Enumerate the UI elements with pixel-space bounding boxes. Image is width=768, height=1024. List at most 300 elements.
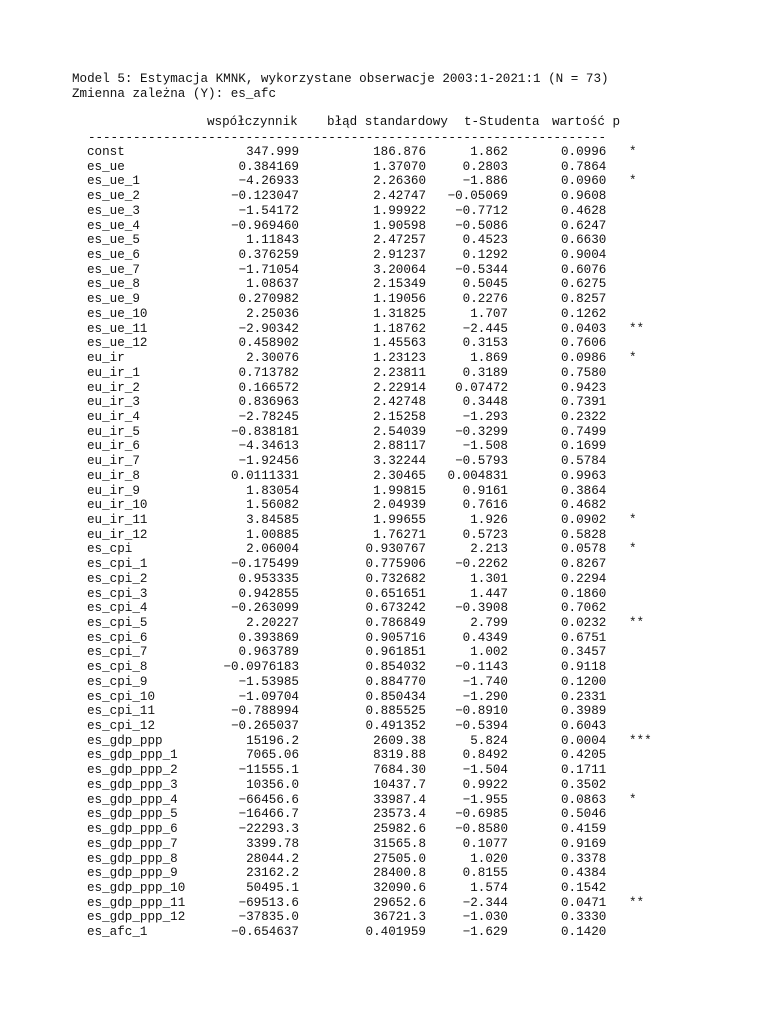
table-row <box>0 837 768 852</box>
std-error-value: 0.961851 <box>365 645 426 660</box>
std-error-value: 7684.30 <box>373 763 426 778</box>
std-error-value: 0.491352 <box>365 719 426 734</box>
p-value: 0.0863 <box>561 792 607 807</box>
variable-name: es_gdp_ppp_11 <box>87 895 186 910</box>
t-stat-value: 1.707 <box>470 306 508 321</box>
std-error-value: 2.42748 <box>373 395 426 410</box>
std-error-value: 1.99815 <box>373 483 426 498</box>
std-error-value: 2.22914 <box>373 380 426 395</box>
t-stat-value: −0.5394 <box>455 719 508 734</box>
table-row <box>0 690 768 705</box>
variable-name: es_gdp_ppp_12 <box>87 910 186 925</box>
t-stat-value: −1.508 <box>462 439 508 454</box>
std-error-value: 2.30465 <box>373 468 426 483</box>
variable-name: es_ue_10 <box>87 306 148 321</box>
std-error-value: 1.18762 <box>373 321 426 336</box>
t-stat-value: −0.7712 <box>455 203 508 218</box>
std-error-value: 0.884770 <box>365 674 426 689</box>
table-row <box>0 528 768 543</box>
coefficient-value: 0.166572 <box>238 380 299 395</box>
std-error-value: 32090.6 <box>373 880 426 895</box>
p-value: 0.4628 <box>561 203 607 218</box>
t-stat-value: 0.3448 <box>462 395 508 410</box>
variable-name: es_ue_7 <box>87 262 140 277</box>
coefficient-value: −16466.7 <box>238 807 299 822</box>
coefficient-value: 0.836963 <box>238 395 299 410</box>
coefficient-value: 0.713782 <box>238 365 299 380</box>
t-stat-value: 1.002 <box>470 645 508 660</box>
t-stat-value: −1.293 <box>462 409 508 424</box>
t-stat-value: 1.862 <box>470 145 508 159</box>
std-error-value: 33987.4 <box>373 792 426 807</box>
variable-name: es_cpi_6 <box>87 630 148 645</box>
p-value: 0.5784 <box>561 454 607 469</box>
table-row <box>0 631 768 646</box>
p-value: 0.0902 <box>561 512 607 527</box>
variable-name: es_ue_3 <box>87 203 140 218</box>
table-row <box>0 572 768 587</box>
p-value: 0.9004 <box>561 248 607 263</box>
std-error-value: 0.786849 <box>365 616 426 630</box>
p-value: 0.1711 <box>561 763 607 778</box>
variable-name: es_cpi_7 <box>87 645 148 660</box>
std-error-value: 2.88117 <box>373 439 426 454</box>
coefficient-value: −1.53985 <box>238 674 299 689</box>
std-error-value: 3.20064 <box>373 262 426 277</box>
p-value: 0.3330 <box>561 910 607 925</box>
std-error-value: 8319.88 <box>373 748 426 763</box>
coefficient-value: −69513.6 <box>238 895 299 910</box>
std-error-value: 27505.0 <box>373 851 426 866</box>
coefficient-value: −0.969460 <box>230 218 299 233</box>
variable-name: es_cpi_4 <box>87 601 148 616</box>
variable-name: es_cpi_11 <box>87 704 156 719</box>
coefficient-value: −1.09704 <box>238 689 299 704</box>
variable-name: es_cpi_10 <box>87 689 156 704</box>
table-row <box>0 734 768 749</box>
coefficient-value: 23162.2 <box>246 866 299 881</box>
coefficient-value: 1.83054 <box>246 483 299 498</box>
significance-stars: ** <box>629 321 645 336</box>
coefficient-value: 0.942855 <box>238 586 299 601</box>
table-row <box>0 822 768 837</box>
p-value: 0.7580 <box>561 365 607 380</box>
coefficient-value: 0.953335 <box>238 571 299 586</box>
table-row <box>0 204 768 219</box>
variable-name: es_cpi_2 <box>87 571 148 586</box>
coefficient-value: −0.788994 <box>230 704 299 719</box>
coefficient-value: −0.838181 <box>230 424 299 439</box>
table-row <box>0 174 768 189</box>
t-stat-value: 0.8155 <box>462 866 508 881</box>
coefficient-value: 15196.2 <box>246 733 299 748</box>
coefficient-value: 0.963789 <box>238 645 299 660</box>
variable-name: es_gdp_ppp_7 <box>87 836 178 851</box>
variable-name: es_gdp_ppp_8 <box>87 851 178 866</box>
coefficient-value: 0.393869 <box>238 630 299 645</box>
std-error-value: 1.37070 <box>373 159 426 174</box>
coefficient-table <box>0 145 768 940</box>
table-row <box>0 189 768 204</box>
t-stat-value: 0.2276 <box>462 292 508 307</box>
t-stat-value: −0.2262 <box>455 557 508 572</box>
significance-stars: ** <box>629 616 645 630</box>
coefficient-value: 2.25036 <box>246 306 299 321</box>
p-value: 0.1860 <box>561 586 607 601</box>
table-row <box>0 616 768 631</box>
t-stat-value: −1.886 <box>462 174 508 189</box>
t-stat-value: −1.740 <box>462 674 508 689</box>
std-error-value: 2.23811 <box>373 365 426 380</box>
variable-name: es_gdp_ppp_6 <box>87 822 178 837</box>
significance-stars: * <box>629 792 637 807</box>
variable-name: es_ue_2 <box>87 189 140 204</box>
std-error-value: 23573.4 <box>373 807 426 822</box>
p-value: 0.3502 <box>561 777 607 792</box>
t-stat-value: −0.05069 <box>447 189 508 204</box>
p-value: 0.7499 <box>561 424 607 439</box>
t-stat-value: 0.8492 <box>462 748 508 763</box>
std-error-value: 0.401959 <box>365 925 426 940</box>
variable-name: eu_ir <box>87 351 125 366</box>
std-error-value: 0.673242 <box>365 601 426 616</box>
t-stat-value: −1.629 <box>462 925 508 940</box>
variable-name: eu_ir_5 <box>87 424 140 439</box>
t-stat-value: 0.5045 <box>462 277 508 292</box>
p-value: 0.0986 <box>561 351 607 366</box>
coefficient-value: 0.376259 <box>238 248 299 263</box>
p-value: 0.4384 <box>561 866 607 881</box>
std-error-value: 1.99922 <box>373 203 426 218</box>
t-stat-value: −0.1143 <box>455 660 508 675</box>
table-row <box>0 381 768 396</box>
significance-stars: * <box>629 145 637 159</box>
t-stat-value: 1.574 <box>470 880 508 895</box>
variable-name: es_gdp_ppp_9 <box>87 866 178 881</box>
p-value: 0.0403 <box>561 321 607 336</box>
table-row <box>0 587 768 602</box>
table-row <box>0 233 768 248</box>
coefficient-value: 50495.1 <box>246 880 299 895</box>
coefficient-value: 0.270982 <box>238 292 299 307</box>
t-stat-value: −0.8910 <box>455 704 508 719</box>
variable-name: es_cpi_12 <box>87 719 156 734</box>
p-value: 0.3457 <box>561 645 607 660</box>
table-row <box>0 484 768 499</box>
table-row <box>0 866 768 881</box>
p-value: 0.9963 <box>561 468 607 483</box>
p-value: 0.8267 <box>561 557 607 572</box>
p-value: 0.4205 <box>561 748 607 763</box>
p-value: 0.7062 <box>561 601 607 616</box>
t-stat-value: −0.3299 <box>455 424 508 439</box>
table-row <box>0 645 768 660</box>
coefficient-value: −66456.6 <box>238 792 299 807</box>
std-error-value: 2609.38 <box>373 733 426 748</box>
p-value: 0.4159 <box>561 822 607 837</box>
std-error-value: 3.32244 <box>373 454 426 469</box>
std-error-value: 186.876 <box>373 145 426 159</box>
p-value: 0.7864 <box>561 159 607 174</box>
table-row <box>0 778 768 793</box>
table-row <box>0 439 768 454</box>
p-value: 0.0004 <box>561 733 607 748</box>
p-value: 0.9169 <box>561 836 607 851</box>
variable-name: es_ue_4 <box>87 218 140 233</box>
std-error-value: 36721.3 <box>373 910 426 925</box>
table-row <box>0 601 768 616</box>
variable-name: es_gdp_ppp_5 <box>87 807 178 822</box>
t-stat-value: −0.3908 <box>455 601 508 616</box>
p-value: 0.0960 <box>561 174 607 189</box>
t-stat-value: −0.5086 <box>455 218 508 233</box>
coefficient-value: 0.458902 <box>238 336 299 351</box>
table-row <box>0 704 768 719</box>
variable-name: eu_ir_7 <box>87 454 140 469</box>
significance-stars: ** <box>629 895 645 910</box>
p-value: 0.2294 <box>561 571 607 586</box>
variable-name: es_ue_5 <box>87 233 140 248</box>
coefficient-value: −0.123047 <box>230 189 299 204</box>
t-stat-value: 1.447 <box>470 586 508 601</box>
p-value: 0.1200 <box>561 674 607 689</box>
table-row <box>0 160 768 175</box>
p-value: 0.6076 <box>561 262 607 277</box>
column-header-coefficient: współczynnik <box>207 115 298 129</box>
coefficient-value: −2.78245 <box>238 409 299 424</box>
t-stat-value: 1.301 <box>470 571 508 586</box>
coefficient-value: 10356.0 <box>246 777 299 792</box>
table-row <box>0 336 768 351</box>
variable-name: eu_ir_10 <box>87 498 148 513</box>
model-title: Model 5: Estymacja KMNK, wykorzystane obserwacje 2003:1-2021:1 (N = 73) <box>72 72 609 86</box>
p-value: 0.1420 <box>561 925 607 940</box>
t-stat-value: −0.5793 <box>455 454 508 469</box>
p-value: 0.3378 <box>561 851 607 866</box>
p-value: 0.2331 <box>561 689 607 704</box>
variable-name: es_gdp_ppp_3 <box>87 777 178 792</box>
p-value: 0.0232 <box>561 616 607 630</box>
coefficient-value: −0.0976183 <box>223 660 299 675</box>
table-row <box>0 263 768 278</box>
t-stat-value: 0.07472 <box>455 380 508 395</box>
table-row <box>0 366 768 381</box>
t-stat-value: −1.504 <box>462 763 508 778</box>
std-error-value: 10437.7 <box>373 777 426 792</box>
variable-name: es_gdp_ppp_4 <box>87 792 178 807</box>
std-error-value: 2.54039 <box>373 424 426 439</box>
variable-name: es_cpi_5 <box>87 616 148 630</box>
coefficient-value: −37835.0 <box>238 910 299 925</box>
significance-stars: * <box>629 542 637 557</box>
coefficient-value: −22293.3 <box>238 822 299 837</box>
table-row <box>0 351 768 366</box>
table-row <box>0 793 768 808</box>
table-row <box>0 542 768 557</box>
coefficient-value: 2.30076 <box>246 351 299 366</box>
p-value: 0.1262 <box>561 306 607 321</box>
dependent-variable: Zmienna zależna (Y): es_afc <box>72 87 277 101</box>
p-value: 0.7391 <box>561 395 607 410</box>
significance-stars: * <box>629 512 637 527</box>
coefficient-value: −1.54172 <box>238 203 299 218</box>
column-header-t-stat: t-Studenta <box>464 115 540 129</box>
std-error-value: 0.732682 <box>365 571 426 586</box>
std-error-value: 0.854032 <box>365 660 426 675</box>
t-stat-value: 0.4523 <box>462 233 508 248</box>
t-stat-value: 1.926 <box>470 512 508 527</box>
t-stat-value: 1.869 <box>470 351 508 366</box>
t-stat-value: −0.8580 <box>455 822 508 837</box>
coefficient-value: 3.84585 <box>246 512 299 527</box>
std-error-value: 28400.8 <box>373 866 426 881</box>
table-row <box>0 852 768 867</box>
variable-name: eu_ir_11 <box>87 512 148 527</box>
variable-name: es_cpi_1 <box>87 557 148 572</box>
t-stat-value: −1.030 <box>462 910 508 925</box>
std-error-value: 1.90598 <box>373 218 426 233</box>
coefficient-value: 2.06004 <box>246 542 299 557</box>
coefficient-value: −0.175499 <box>230 557 299 572</box>
variable-name: eu_ir_9 <box>87 483 140 498</box>
variable-name: es_ue <box>87 159 125 174</box>
variable-name: eu_ir_2 <box>87 380 140 395</box>
p-value: 0.0996 <box>561 145 607 159</box>
t-stat-value: −2.344 <box>462 895 508 910</box>
t-stat-value: 5.824 <box>470 733 508 748</box>
table-row <box>0 145 768 160</box>
p-value: 0.1542 <box>561 880 607 895</box>
significance-stars: *** <box>629 733 652 748</box>
coefficient-value: 0.384169 <box>238 159 299 174</box>
variable-name: es_ue_8 <box>87 277 140 292</box>
t-stat-value: 0.1077 <box>462 836 508 851</box>
std-error-value: 25982.6 <box>373 822 426 837</box>
std-error-value: 1.99655 <box>373 512 426 527</box>
table-row <box>0 513 768 528</box>
table-row <box>0 454 768 469</box>
std-error-value: 2.15258 <box>373 409 426 424</box>
std-error-value: 0.930767 <box>365 542 426 557</box>
table-row <box>0 763 768 778</box>
t-stat-value: −1.955 <box>462 792 508 807</box>
variable-name: es_ue_12 <box>87 336 148 351</box>
variable-name: eu_ir_1 <box>87 365 140 380</box>
std-error-value: 29652.6 <box>373 895 426 910</box>
p-value: 0.1699 <box>561 439 607 454</box>
std-error-value: 1.23123 <box>373 351 426 366</box>
significance-stars: * <box>629 351 637 366</box>
variable-name: es_cpi_3 <box>87 586 148 601</box>
coefficient-value: −0.654637 <box>230 925 299 940</box>
table-separator: --------------------------------------------------------------------- <box>88 131 607 145</box>
std-error-value: 2.04939 <box>373 498 426 513</box>
table-row <box>0 675 768 690</box>
table-row <box>0 322 768 337</box>
variable-name: eu_ir_6 <box>87 439 140 454</box>
std-error-value: 1.31825 <box>373 306 426 321</box>
table-row <box>0 719 768 734</box>
std-error-value: 1.19056 <box>373 292 426 307</box>
p-value: 0.6247 <box>561 218 607 233</box>
p-value: 0.6751 <box>561 630 607 645</box>
variable-name: es_gdp_ppp_1 <box>87 748 178 763</box>
variable-name: es_cpi <box>87 542 133 557</box>
coefficient-value: 1.08637 <box>246 277 299 292</box>
t-stat-value: −1.290 <box>462 689 508 704</box>
p-value: 0.9608 <box>561 189 607 204</box>
t-stat-value: 0.4349 <box>462 630 508 645</box>
coefficient-value: 2.20227 <box>246 616 299 630</box>
p-value: 0.9118 <box>561 660 607 675</box>
p-value: 0.0578 <box>561 542 607 557</box>
p-value: 0.6275 <box>561 277 607 292</box>
column-header-std-error: błąd standardowy <box>327 115 448 129</box>
table-row <box>0 469 768 484</box>
table-row <box>0 292 768 307</box>
std-error-value: 1.45563 <box>373 336 426 351</box>
coefficient-value: −0.263099 <box>230 601 299 616</box>
p-value: 0.6630 <box>561 233 607 248</box>
t-stat-value: −0.5344 <box>455 262 508 277</box>
p-value: 0.2322 <box>561 409 607 424</box>
variable-name: es_gdp_ppp_10 <box>87 880 186 895</box>
coefficient-value: −0.265037 <box>230 719 299 734</box>
column-header-p-value: wartość p <box>552 115 621 129</box>
variable-name: es_gdp_ppp_2 <box>87 763 178 778</box>
coefficient-value: 347.999 <box>246 145 299 159</box>
table-row <box>0 896 768 911</box>
t-stat-value: −2.445 <box>462 321 508 336</box>
coefficient-value: 3399.78 <box>246 836 299 851</box>
std-error-value: 0.850434 <box>365 689 426 704</box>
p-value: 0.4682 <box>561 498 607 513</box>
variable-name: eu_ir_8 <box>87 468 140 483</box>
t-stat-value: 0.3153 <box>462 336 508 351</box>
std-error-value: 2.15349 <box>373 277 426 292</box>
t-stat-value: 0.7616 <box>462 498 508 513</box>
t-stat-value: 1.020 <box>470 851 508 866</box>
table-row <box>0 660 768 675</box>
t-stat-value: 0.1292 <box>462 248 508 263</box>
p-value: 0.5828 <box>561 527 607 542</box>
coefficient-value: 1.56082 <box>246 498 299 513</box>
table-row <box>0 807 768 822</box>
variable-name: eu_ir_12 <box>87 527 148 542</box>
variable-name: es_ue_9 <box>87 292 140 307</box>
std-error-value: 1.76271 <box>373 527 426 542</box>
variable-name: es_cpi_8 <box>87 660 148 675</box>
coefficient-value: 0.0111331 <box>230 468 299 483</box>
coefficient-value: −4.34613 <box>238 439 299 454</box>
coefficient-value: −11555.1 <box>238 763 299 778</box>
coefficient-value: 1.11843 <box>246 233 299 248</box>
variable-name: const <box>87 145 125 159</box>
coefficient-value: −1.71054 <box>238 262 299 277</box>
p-value: 0.7606 <box>561 336 607 351</box>
table-row <box>0 498 768 513</box>
variable-name: es_ue_1 <box>87 174 140 189</box>
t-stat-value: 0.9161 <box>462 483 508 498</box>
table-row <box>0 881 768 896</box>
p-value: 0.6043 <box>561 719 607 734</box>
table-row <box>0 925 768 940</box>
coefficient-value: 7065.06 <box>246 748 299 763</box>
table-row <box>0 307 768 322</box>
p-value: 0.5046 <box>561 807 607 822</box>
coefficient-value: 28044.2 <box>246 851 299 866</box>
std-error-value: 2.91237 <box>373 248 426 263</box>
